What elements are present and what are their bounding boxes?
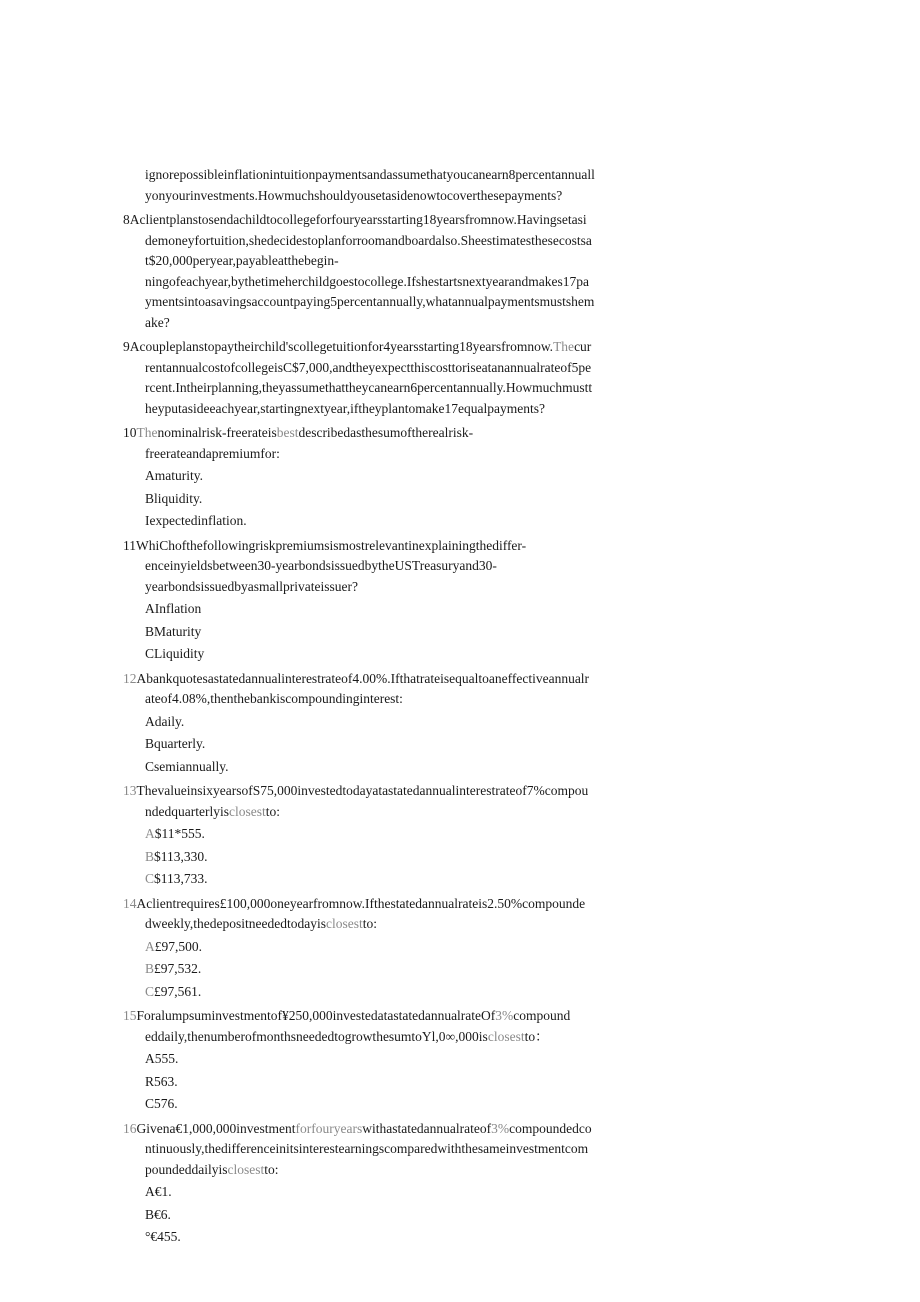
question-text-line: ThevalueinsixyearsofS75,000investedtodayatastatedannualinterestrateof7%compou [136,783,589,798]
question-number: 14 [123,895,137,911]
question-text-segment: describedasthesumoftherealrisk- [298,425,474,440]
question-13 [123,781,668,890]
question-text-segment: 3% [495,1008,514,1023]
question-text-segment: to: [362,916,377,931]
option-letter: B [145,848,155,864]
question-text-line: yonyourinvestments.Howmuchshouldyousetasidenowtocoverthesepayments? [145,187,563,203]
question-text-line: rcent.Intheirplanning,theyassumethattheycanearn6percentannually.Howmuchmustt [145,380,593,395]
question-text-line: ateof4.08%,thenthebankiscompoundinginterest: [145,691,403,706]
question-text-line: yearbondsissuedbyasmallprivateissuer? [145,578,358,594]
question-text-segment: dweekly,thedepositneededtodayis [145,916,326,931]
question-text-line: ntinuously,thedifferenceinitsinterestearningscomparedwiththesameinvestmentcom [145,1141,589,1156]
option-letter: R [145,1073,155,1089]
option-letter: A [145,826,155,841]
question-text-segment: to: [264,1161,279,1177]
question-text-segment: cur [574,339,592,354]
question-text-segment: The [136,425,158,440]
option-letter: B [145,1206,155,1222]
option-letter: A [145,938,155,954]
question-number: 8 [123,212,130,227]
question-text-segment: withastatedannualrateof [362,1120,492,1136]
question-text-segment: 3% [491,1120,510,1136]
answer-option[interactable]: CLiquidity [145,646,205,661]
option-text: 563. [154,1073,178,1089]
answer-option[interactable] [123,847,668,868]
option-text: £97,561. [154,983,202,999]
answer-option[interactable] [123,982,668,1003]
answer-option[interactable] [123,1205,668,1226]
option-letter: C [145,1096,155,1111]
option-letter: B [145,961,155,976]
question-text-segment: to: [265,803,280,819]
question-text-segment: eddaily,thenumberofmonthsneededtogrowthesumtoYl,0∞,000is [145,1028,488,1044]
option-letter: C [145,983,155,999]
question-number: 11 [123,537,136,553]
question-text-segment: to： [524,1028,549,1044]
question-text-segment: Givena€1,000,000investment [136,1120,296,1136]
question-text-line: rentannualcostofcollegeisC$7,000,andtheyexpectthiscosttoriseatanannualrateof5pe [145,359,592,375]
question-8 [123,210,668,333]
answer-option[interactable] [123,1072,668,1093]
option-text: $113,733. [154,871,208,886]
question-text-line: heyputasideeachyear,startingnextyear,iftheyplantomake17equalpayments? [145,400,546,416]
question-7-continuation [123,165,668,206]
answer-option[interactable] [123,937,668,958]
question-text-segment: ndedquarterlyis [145,803,229,819]
answer-option[interactable] [123,1094,668,1115]
answer-option[interactable]: Iexpectedinflation. [145,513,247,528]
question-text-line: ymentsintoasavingsaccountpaying5percentannually,whatannualpaymentsmustshem [145,294,595,309]
option-text: €1. [154,1184,172,1199]
question-text-segment: compound [513,1008,571,1023]
question-text-line: ningofeachyear,bythetimeherchildgoestocollege.Ifshestartsnextyearandmakes17pa [145,273,590,289]
question-list [123,165,668,1252]
question-number: 16 [123,1120,137,1136]
question-text-line: freerateandapremiumfor: [145,445,280,461]
question-text-line: Abankquotesastatedannualinterestrateof4.00%.Ifthatrateisequaltoaneffectiveannualr [136,670,590,686]
answer-option[interactable] [123,1049,668,1070]
question-number: 10 [123,425,137,440]
question-11 [123,536,668,665]
option-letter: C [145,871,155,886]
option-text: €455. [150,1229,181,1244]
option-text: £97,500. [154,938,202,954]
question-text-segment: closest [487,1028,525,1044]
question-number: 9 [123,339,130,354]
question-text-line: Aclientrequires£100,000oneyearfromnow.Ifthestatedannualrateis2.50%compounde [136,895,586,911]
question-text-line: enceinyieldsbetween30-yearbondsissuedbytheUSTreasuryand30- [145,558,497,573]
answer-option[interactable] [123,869,668,890]
answer-option[interactable] [123,1227,668,1248]
question-text-line: demoneyfortuition,shedecidestoplanforroomandboardalso.Sheestimatesthesecostsa [145,232,592,248]
answer-option[interactable]: AInflation [145,601,202,616]
question-number: 13 [123,783,137,798]
question-number: 15 [123,1008,137,1023]
question-text-line: Aclientplanstosendachildtocollegeforfouryearsstarting18yearsfromnow.Havingsetasi [129,212,587,227]
question-number: 12 [123,670,137,686]
question-9 [123,337,668,419]
option-text: $11*555. [154,826,205,841]
answer-option[interactable]: Amaturity. [145,468,203,483]
question-text-segment: closest [228,803,266,819]
option-letter: ° [145,1229,151,1244]
question-text-line: t$20,000peryear,payableatthebegin- [145,253,339,268]
answer-option[interactable]: Csemiannually. [145,758,229,774]
option-text: €6. [154,1206,171,1222]
question-text-line: ake? [145,314,170,330]
answer-option[interactable] [123,824,668,845]
question-15 [123,1006,668,1115]
question-14 [123,894,668,1003]
question-text-segment: The [553,339,575,354]
question-text-segment: Acoupleplanstopaytheirchild'scollegetuitionfor4yearsstarting18yearsfromnow. [129,339,554,354]
question-text-segment: closest [227,1161,265,1177]
option-text: 576. [154,1096,178,1111]
answer-option[interactable] [123,959,668,980]
question-text-segment: compoundedco [509,1120,592,1136]
answer-option[interactable]: BMaturity [145,623,202,639]
answer-option[interactable]: Bquarterly. [145,736,206,751]
question-text-line: WhiChofthefollowingriskpremiumsismostrelevantinexplainingthediffer- [136,537,527,553]
question-text-segment: poundeddailyis [145,1161,228,1177]
option-letter: A [145,1184,155,1199]
question-text-segment: best [276,425,299,440]
question-text-segment: nominalrisk-freerateis [157,425,277,440]
question-text-segment: Foralumpsuminvestmentof¥250,000investedatastatedannualrateOf [136,1008,496,1023]
question-text-segment: forfouryears [295,1120,363,1136]
option-text: $113,330. [154,848,208,864]
option-text: £97,532. [154,961,202,976]
question-text-line: ignorepossibleinflationintuitionpaymentsandassumethatyoucanearn8percentannuall [145,167,595,182]
question-16 [123,1119,668,1248]
option-letter: A [145,1051,155,1066]
answer-option[interactable] [123,1182,668,1203]
answer-option[interactable]: Bliquidity. [145,490,203,506]
question-text-segment: closest [325,916,363,931]
option-text: 555. [154,1051,179,1066]
answer-option[interactable]: Adaily. [145,713,185,729]
question-12 [123,669,668,778]
question-10 [123,423,668,532]
